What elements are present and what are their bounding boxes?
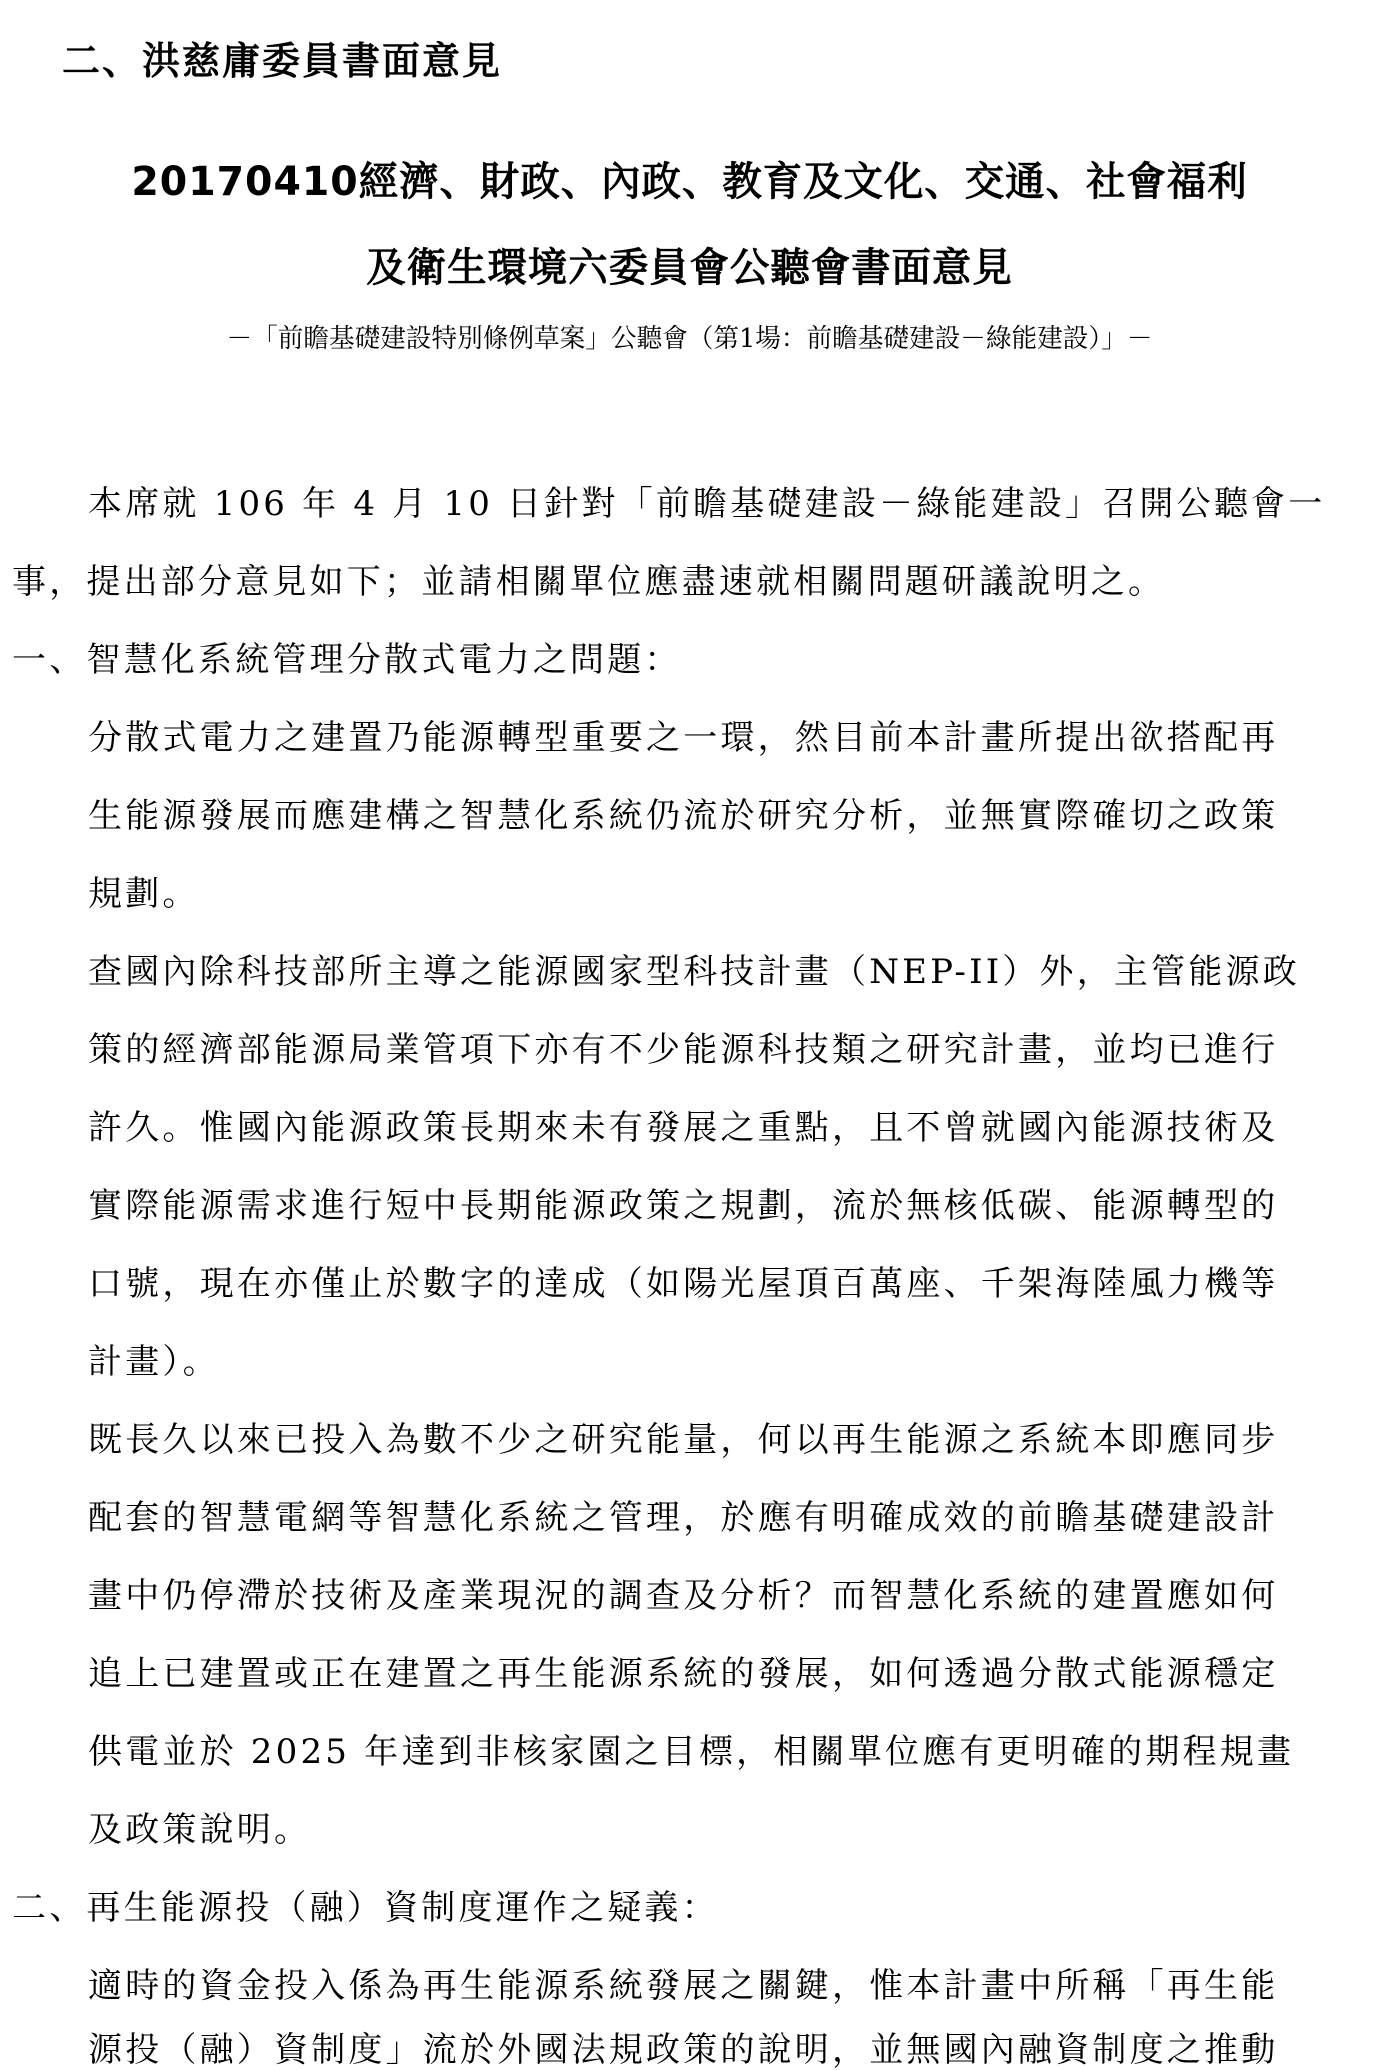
s2p1-line-1: 適時的資金投入係為再生能源系統發展之關鍵，惟本計畫中所稱「再生能 — [88, 1966, 1279, 2006]
intro-line-2: 事，提出部分意見如下；並請相關單位應盡速就相關問題研議說明之。 — [12, 562, 1166, 602]
s1p3-line-6: 及政策說明。 — [88, 1810, 312, 1850]
s1p3-line-3: 畫中仍停滯於技術及產業現況的調查及分析？而智慧化系統的建置應如何 — [88, 1576, 1279, 1616]
s1p3-line-4: 追上已建置或正在建置之再生能源系統的發展，如何透過分散式能源穩定 — [88, 1654, 1279, 1694]
s1p1-line-2: 生能源發展而應建構之智慧化系統仍流於研究分析，並無實際確切之政策 — [88, 796, 1279, 836]
s1p2-line-3: 許久。惟國內能源政策長期來未有發展之重點，且不曾就國內能源技術及 — [88, 1108, 1279, 1148]
s1p3-line-1: 既長久以來已投入為數不少之研究能量，何以再生能源之系統本即應同步 — [88, 1420, 1279, 1460]
s1p2-line-1: 查國內除科技部所主導之能源國家型科技計畫（NEP-II）外，主管能源政 — [88, 952, 1300, 992]
document-subtitle: －「前瞻基礎建設特別條例草案」公聽會（第1場：前瞻基礎建設－綠能建設）」－ — [226, 324, 1153, 354]
document-title-line-2: 及衛生環境六委員會公聽會書面意見 — [366, 245, 1013, 291]
s1p1-line-3: 規劃。 — [88, 874, 200, 914]
s1p3-line-2: 配套的智慧電網等智慧化系統之管理，於應有明確成效的前瞻基礎建設計 — [88, 1498, 1279, 1538]
s1p2-line-4: 實際能源需求進行短中長期能源政策之規劃，流於無核低碳、能源轉型的 — [88, 1186, 1279, 1226]
s1p2-line-6: 計畫）。 — [88, 1342, 220, 1382]
section1-heading: 一、智慧化系統管理分散式電力之問題： — [12, 640, 682, 680]
section2-heading: 二、再生能源投（融）資制度運作之疑義： — [12, 1888, 719, 1928]
s1p1-line-1: 分散式電力之建置乃能源轉型重要之一環，然目前本計畫所提出欲搭配再 — [88, 718, 1279, 758]
s1p2-line-5: 口號，現在亦僅止於數字的達成（如陽光屋頂百萬座、千架海陸風力機等 — [88, 1264, 1279, 1304]
s2p1-line-2: 源投（融）資制度」流於外國法規政策的說明，並無國內融資制度之推動 — [88, 2030, 1279, 2070]
document-title-line-1: 20170410經濟、財政、內政、教育及文化、交通、社會福利 — [131, 159, 1248, 205]
intro-line-1: 本席就 106 年 4 月 10 日針對「前瞻基礎建設－綠能建設」召開公聽會一 — [88, 484, 1326, 524]
s1p2-line-2: 策的經濟部能源局業管項下亦有不少能源科技類之研究計畫，並均已進行 — [88, 1030, 1279, 1070]
s1p3-line-5: 供電並於 2025 年達到非核家園之目標，相關單位應有更明確的期程規畫 — [88, 1732, 1295, 1772]
section-heading: 二、洪慈庸委員書面意見 — [62, 39, 503, 83]
